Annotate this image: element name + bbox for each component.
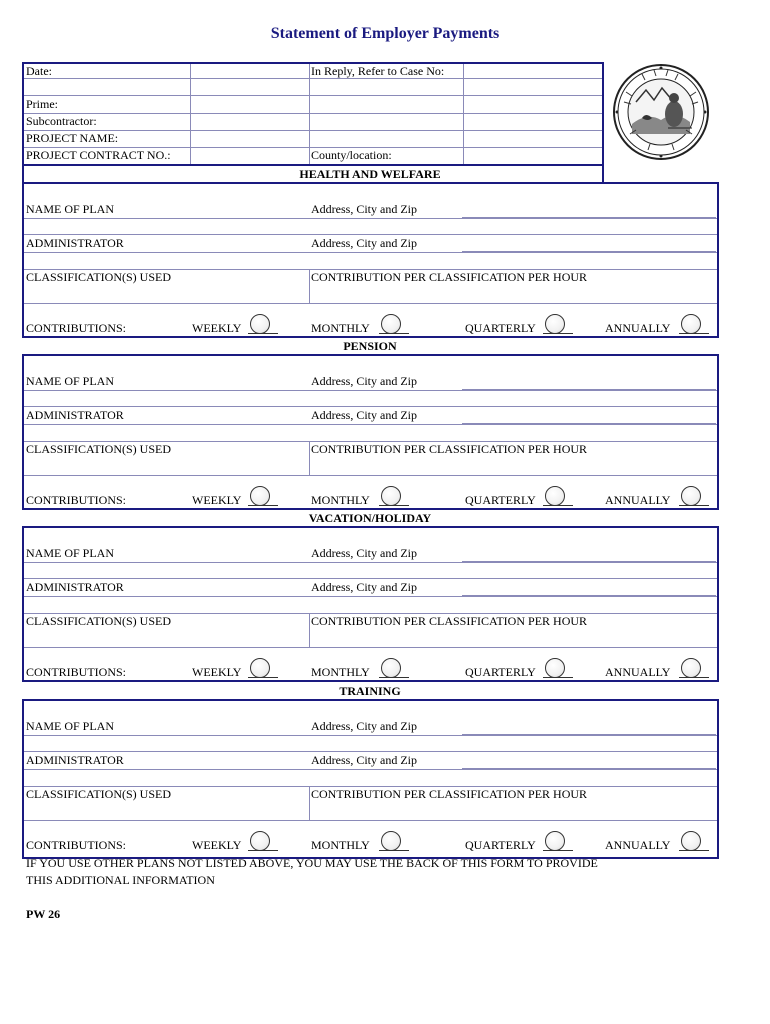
plan-address-field[interactable] xyxy=(464,372,716,388)
annually-option-radio[interactable] xyxy=(681,314,701,334)
form-id: PW 26 xyxy=(26,907,61,921)
administrator-field[interactable] xyxy=(191,578,308,594)
administrator-address-field[interactable] xyxy=(464,751,716,767)
weekly-label: WEEKLY xyxy=(192,838,242,852)
monthly-option-radio[interactable] xyxy=(381,314,401,334)
state-seal-icon xyxy=(612,62,710,162)
monthly-label: MONTHLY xyxy=(311,321,370,335)
page-title: Statement of Employer Payments xyxy=(270,25,500,42)
weekly-option-radio[interactable] xyxy=(250,831,270,851)
plan-address-label: Address, City and Zip xyxy=(311,546,417,560)
contribution-per-class-label: CONTRIBUTION PER CLASSIFICATION PER HOUR xyxy=(311,270,588,284)
administrator-field[interactable] xyxy=(191,751,308,767)
contribution-per-class-field[interactable] xyxy=(311,457,716,474)
annually-option-radio[interactable] xyxy=(681,486,701,506)
plan-address-label: Address, City and Zip xyxy=(311,374,417,388)
annually-label: ANNUALLY xyxy=(605,321,671,335)
weekly-label: WEEKLY xyxy=(192,321,242,335)
monthly-option-radio[interactable] xyxy=(381,831,401,851)
contribution-per-class-field[interactable] xyxy=(311,629,716,646)
quarterly-option-radio[interactable] xyxy=(545,486,565,506)
annually-label: ANNUALLY xyxy=(605,665,671,679)
classification-field[interactable] xyxy=(26,802,308,819)
administrator-address-field[interactable] xyxy=(464,578,716,594)
section-title-vacation-holiday: VACATION/HOLIDAY xyxy=(308,511,432,525)
section-title-training: TRAINING xyxy=(339,684,401,698)
footer-note-line2: THIS ADDITIONAL INFORMATION xyxy=(26,873,215,887)
county-location-label: County/location: xyxy=(311,148,392,162)
section-title-pension: PENSION xyxy=(343,339,397,353)
contributions-label: CONTRIBUTIONS: xyxy=(26,321,127,335)
administrator-label: ADMINISTRATOR xyxy=(26,236,124,250)
classification-label: CLASSIFICATION(S) USED xyxy=(26,614,172,628)
contribution-per-class-label: CONTRIBUTION PER CLASSIFICATION PER HOUR xyxy=(311,614,588,628)
date-field[interactable] xyxy=(191,64,308,94)
date-label: Date: xyxy=(26,64,52,78)
quarterly-option-radio[interactable] xyxy=(545,658,565,678)
contributions-label: CONTRIBUTIONS: xyxy=(26,665,127,679)
quarterly-option-radio[interactable] xyxy=(545,831,565,851)
subcontractor-label: Subcontractor: xyxy=(26,114,97,128)
plan-address-field[interactable] xyxy=(464,544,716,560)
weekly-label: WEEKLY xyxy=(192,493,242,507)
case-number-label: In Reply, Refer to Case No: xyxy=(311,64,445,78)
weekly-option-radio[interactable] xyxy=(250,486,270,506)
plan-address-label: Address, City and Zip xyxy=(311,202,417,216)
classification-label: CLASSIFICATION(S) USED xyxy=(26,270,172,284)
plan-address-field[interactable] xyxy=(464,717,716,733)
name-of-plan-field[interactable] xyxy=(191,200,308,216)
administrator-label: ADMINISTRATOR xyxy=(26,753,124,767)
administrator-field[interactable] xyxy=(191,234,308,250)
name-of-plan-label: NAME OF PLAN xyxy=(26,719,115,733)
plan-address-field[interactable] xyxy=(464,200,716,216)
quarterly-label: QUARTERLY xyxy=(465,665,536,679)
case-number-field[interactable] xyxy=(464,64,602,94)
project-name-label: PROJECT NAME: xyxy=(26,131,119,145)
classification-field[interactable] xyxy=(26,629,308,646)
annually-label: ANNUALLY xyxy=(605,493,671,507)
contribution-per-class-label: CONTRIBUTION PER CLASSIFICATION PER HOUR xyxy=(311,442,588,456)
project-contract-label: PROJECT CONTRACT NO.: xyxy=(26,148,171,162)
monthly-option-radio[interactable] xyxy=(381,486,401,506)
contribution-per-class-field[interactable] xyxy=(311,802,716,819)
prime-label: Prime: xyxy=(26,97,58,111)
name-of-plan-field[interactable] xyxy=(191,544,308,560)
footer-note-line1: IF YOU USE OTHER PLANS NOT LISTED ABOVE, YOU MAY USE THE BACK OF THIS FORM TO PROVIDE xyxy=(26,856,598,870)
classification-label: CLASSIFICATION(S) USED xyxy=(26,787,172,801)
monthly-label: MONTHLY xyxy=(311,493,370,507)
annually-option-radio[interactable] xyxy=(681,658,701,678)
administrator-address-label: Address, City and Zip xyxy=(311,408,417,422)
administrator-address-label: Address, City and Zip xyxy=(311,236,417,250)
administrator-label: ADMINISTRATOR xyxy=(26,408,124,422)
quarterly-label: QUARTERLY xyxy=(465,321,536,335)
section-title-health-and-welfare: HEALTH AND WELFARE xyxy=(299,167,441,181)
name-of-plan-label: NAME OF PLAN xyxy=(26,374,115,388)
name-of-plan-field[interactable] xyxy=(191,372,308,388)
weekly-option-radio[interactable] xyxy=(250,658,270,678)
administrator-address-label: Address, City and Zip xyxy=(311,580,417,594)
classification-field[interactable] xyxy=(26,285,308,302)
contributions-label: CONTRIBUTIONS: xyxy=(26,493,127,507)
classification-field[interactable] xyxy=(26,457,308,474)
administrator-field[interactable] xyxy=(191,406,308,422)
annually-label: ANNUALLY xyxy=(605,838,671,852)
name-of-plan-label: NAME OF PLAN xyxy=(26,202,115,216)
name-of-plan-field[interactable] xyxy=(191,717,308,733)
administrator-label: ADMINISTRATOR xyxy=(26,580,124,594)
contribution-per-class-field[interactable] xyxy=(311,285,716,302)
weekly-option-radio[interactable] xyxy=(250,314,270,334)
plan-address-label: Address, City and Zip xyxy=(311,719,417,733)
monthly-label: MONTHLY xyxy=(311,665,370,679)
administrator-address-field[interactable] xyxy=(464,234,716,250)
contributions-label: CONTRIBUTIONS: xyxy=(26,838,127,852)
name-of-plan-label: NAME OF PLAN xyxy=(26,546,115,560)
classification-label: CLASSIFICATION(S) USED xyxy=(26,442,172,456)
quarterly-label: QUARTERLY xyxy=(465,838,536,852)
monthly-label: MONTHLY xyxy=(311,838,370,852)
annually-option-radio[interactable] xyxy=(681,831,701,851)
contribution-per-class-label: CONTRIBUTION PER CLASSIFICATION PER HOUR xyxy=(311,787,588,801)
weekly-label: WEEKLY xyxy=(192,665,242,679)
quarterly-label: QUARTERLY xyxy=(465,493,536,507)
administrator-address-field[interactable] xyxy=(464,406,716,422)
quarterly-option-radio[interactable] xyxy=(545,314,565,334)
monthly-option-radio[interactable] xyxy=(381,658,401,678)
administrator-address-label: Address, City and Zip xyxy=(311,753,417,767)
